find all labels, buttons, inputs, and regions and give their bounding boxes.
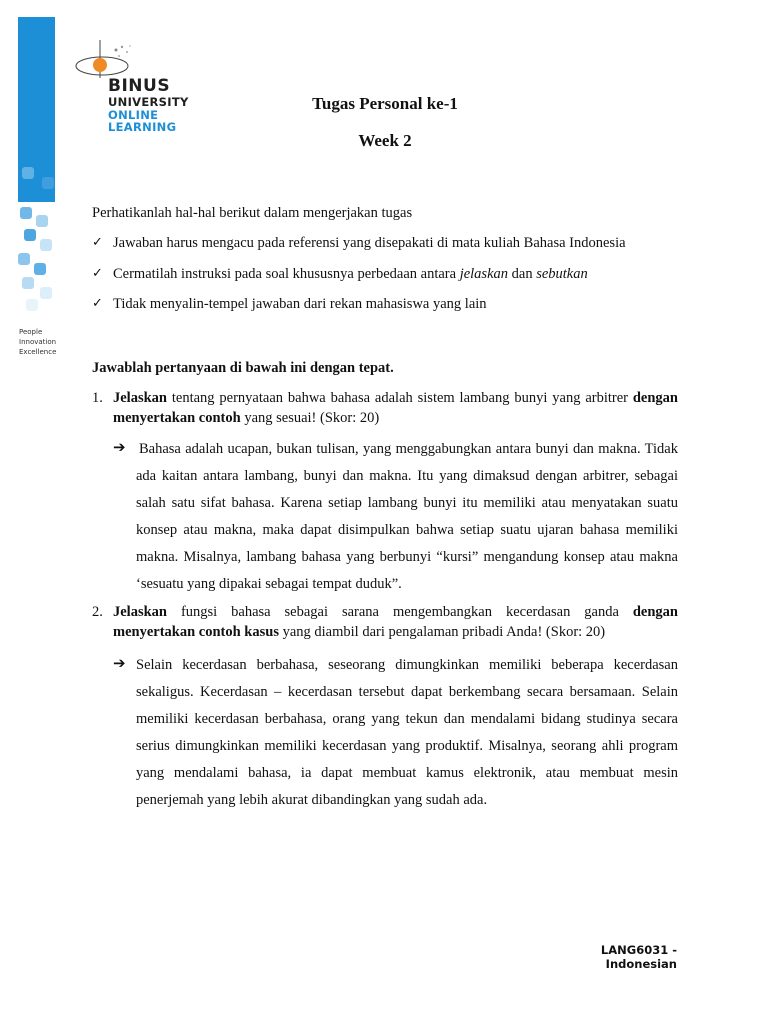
arrow-right-icon: ➔: [113, 654, 126, 672]
question-keyword: dengan menyertakan contoh: [113, 390, 678, 426]
side-band-square: [24, 229, 36, 241]
side-band-square: [42, 177, 54, 189]
question-body: fungsi bahasa sebagai sarana mengembangkan kecerdasan ganda: [167, 604, 633, 620]
binus-logo-icon: [72, 38, 142, 80]
instruction-emphasis: sebutkan: [536, 266, 588, 282]
question-number: 2.: [92, 604, 103, 620]
instruction-item: Jawaban harus mengacu pada referensi yang disepakati di mata kuliah Bahasa Indonesia: [113, 235, 626, 251]
side-band-square: [20, 207, 32, 219]
side-band-square: [22, 277, 34, 289]
instruction-item: Tidak menyalin-tempel jawaban dari rekan mahasiswa yang lain: [113, 296, 487, 312]
question-text: [113, 388, 678, 428]
question-number: 1.: [92, 390, 103, 406]
question-keyword: dengan menyertakan contoh kasus: [113, 604, 678, 640]
university-tagline: [19, 327, 79, 357]
document-title: Tugas Personal ke-1: [312, 94, 458, 113]
side-band-square: [26, 299, 38, 311]
question-body: yang sesuai! (Skor: 20): [240, 410, 380, 426]
course-footer: LANG6031 - Indonesian: [600, 943, 677, 971]
tagline-line: Innovation: [19, 338, 57, 346]
instruction-text: dan: [508, 266, 537, 282]
instruction-item: [113, 264, 588, 284]
section-heading: Jawablah pertanyaan di bawah ini dengan tepat.: [92, 360, 394, 376]
logo-online: ONLINE: [108, 107, 159, 122]
side-decoration-band: [18, 17, 55, 312]
logo-learning: LEARNING: [108, 120, 177, 134]
question-body: tentang pernyataan bahwa bahasa adalah sistem lambang bunyi yang arbitrer: [167, 390, 633, 406]
question-keyword: Jelaskan: [113, 604, 167, 620]
document-subtitle: Week 2: [358, 131, 412, 150]
instructions-intro: Perhatikanlah hal-hal berikut dalam mengerjakan tugas: [92, 205, 413, 221]
logo-university: UNIVERSITY: [108, 95, 189, 109]
check-icon: ✓: [92, 235, 103, 250]
question-body: yang diambil dari pengalaman pribadi Anda! (Skor: 20): [278, 624, 606, 640]
tagline-line: People: [19, 328, 43, 336]
tagline-line: Excellence: [19, 348, 57, 356]
question-keyword: Jelaskan: [113, 390, 167, 406]
binus-logo: [108, 78, 189, 134]
instruction-text: Cermatilah instruksi pada soal khususnya perbedaan antara: [113, 266, 460, 282]
side-band-square: [18, 253, 30, 265]
arrow-right-icon: ➔: [113, 438, 126, 456]
instruction-emphasis: jelaskan: [459, 266, 509, 282]
question-text: [113, 602, 678, 642]
side-band-square: [40, 287, 52, 299]
side-band-square: [36, 215, 48, 227]
answer-text: Bahasa adalah ucapan, bukan tulisan, yang menggabungkan antara bunyi dan makna. Tidak ada kaitan antara lambang, bunyi dan makna. Itu yang dimaksud dengan arbitrer, sebagai salah satu sifat bahasa. Karena setiap lambang bunyi itu memiliki atau menyatakan suatu konsep atau makna, maka dapat disimpulkan bahwa setiap suatu ujaran bahasa memiliki makna. Misalnya, lambang bahasa yang berbunyi “kursi” mengandung konsep atau makna ‘sesuatu yang dipakai sebagai tempat duduk”.: [136, 441, 678, 592]
side-band-square: [40, 239, 52, 251]
logo-brand: BINUS: [108, 76, 171, 96]
check-icon: ✓: [92, 266, 103, 281]
check-icon: ✓: [92, 296, 103, 311]
side-band-square: [34, 263, 46, 275]
answer-text: Selain kecerdasan berbahasa, seseorang dimungkinkan memiliki beberapa kecerdasan sekaligus. Kecerdasan – kecerdasan tersebut dapat berkembang secara bersamaan. Selain memiliki kecerdasan berbahasa, orang yang tekun dan mendalami bidang studinya secara serius dimungkinkan memiliki kecerdasan yang produktif. Misalnya, seorang ahli program yang mendalami bahasa, ia dapat membuat kamus elektronik, atau membuat mesin penerjemah yang lebih akurat dibandingkan yang sudah ada.: [136, 657, 678, 808]
side-band-square: [22, 167, 34, 179]
